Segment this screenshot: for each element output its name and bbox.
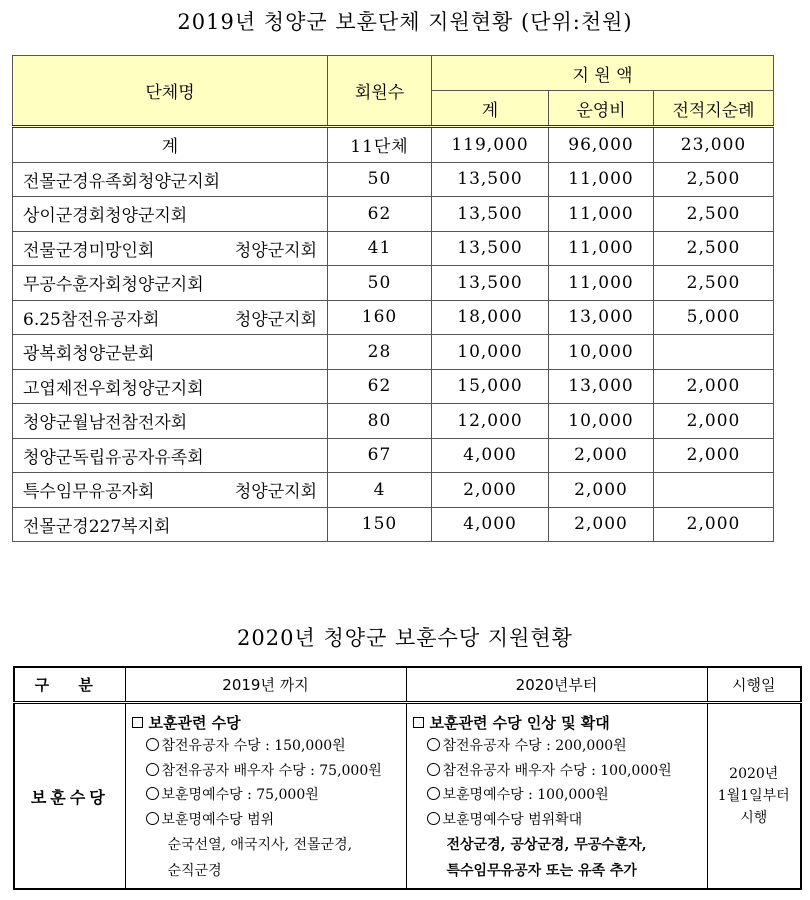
cell-members: 11단체: [328, 127, 432, 163]
cell-total: 4,000: [432, 507, 549, 542]
cell-operating: 10,000: [549, 335, 654, 370]
cell-operating: 13,000: [549, 300, 654, 335]
cell-members: 160: [328, 300, 432, 335]
table-row: [13, 162, 774, 197]
effective-date-line: 1월1일부터: [717, 788, 790, 804]
scope-detail: 전상군경, 공상군경, 무공수훈자,: [446, 837, 647, 853]
cell-name: 전몰군경227복지회: [13, 507, 328, 542]
section-heading: [413, 710, 703, 734]
cell-total: 12,000: [432, 404, 549, 439]
cell-pilgrimage: 2,500: [654, 231, 774, 266]
cell-name: 고엽제전우회청양군지회: [13, 369, 328, 404]
circle-bullet-icon: [146, 763, 159, 776]
header-members: 회원수: [328, 56, 432, 127]
circle-bullet-icon: [427, 763, 440, 776]
table-row: [13, 300, 774, 335]
circle-bullet-icon: [427, 787, 440, 800]
page-title-2019: 2019년 청양군 보훈단체 지원현황 (단위:천원): [177, 10, 633, 34]
cell-members: 41: [328, 231, 432, 266]
circle-bullet-icon: [427, 738, 440, 751]
cell-members: 28: [328, 335, 432, 370]
cell-name: 상이군경회청양군지회: [13, 197, 328, 232]
list-item-text: 보훈명예수당 범위확대: [442, 811, 583, 828]
cell-name: 청양군월남전참전자회: [13, 404, 328, 439]
cell-operating: 2,000: [549, 438, 654, 473]
cell-members: 62: [328, 197, 432, 232]
cell-total: 4,000: [432, 438, 549, 473]
table-row: [13, 438, 774, 473]
cell-total: 2,000: [432, 473, 549, 508]
table-row: [13, 473, 774, 508]
table-row: [13, 335, 774, 370]
table-row: [13, 266, 774, 301]
cell-name: 무공수훈자회청양군지회: [13, 266, 328, 301]
cell-members: 4: [328, 473, 432, 508]
list-item-text: 참전유공자 배우자 수당 : 75,000원: [161, 762, 382, 779]
cell-pilgrimage: 2,000: [654, 404, 774, 439]
effective-date-line: 2020년: [729, 766, 779, 782]
list-item-text: 보훈명예수당 : 75,000원: [161, 787, 319, 803]
cell-members: 50: [328, 266, 432, 301]
section-title: 보훈관련 수당 인상 및 확대: [429, 713, 610, 732]
cell-from-2020: [406, 703, 707, 890]
checkbox-square-icon: [132, 717, 143, 728]
list-item: [132, 783, 402, 808]
table-row: [13, 231, 774, 266]
scope-detail: 순직군경: [167, 863, 222, 879]
cell-pilgrimage: 2,500: [654, 162, 774, 197]
row-label-allowance: 보훈수당: [14, 703, 125, 890]
header-total: 계: [432, 91, 549, 127]
cell-effective-date: [707, 703, 801, 890]
list-item: [132, 734, 402, 759]
allowance-table-2020: [13, 666, 802, 890]
cell-operating: 11,000: [549, 266, 654, 301]
scope-detail: 특수임무유공자 또는 유족 추가: [446, 863, 637, 879]
cell-total: 15,000: [432, 369, 549, 404]
table-row-total: [13, 127, 774, 163]
list-item-text: 참전유공자 수당 : 200,000원: [442, 738, 627, 754]
list-item: [413, 759, 703, 784]
cell-name: 전물군경미망인회 청양군지회: [13, 231, 328, 266]
cell-operating: 2,000: [549, 507, 654, 542]
circle-bullet-icon: [146, 738, 159, 751]
list-item: [132, 808, 402, 833]
cell-pilgrimage: 2,000: [654, 507, 774, 542]
table-row: [13, 197, 774, 232]
cell-pilgrimage: 2,000: [654, 369, 774, 404]
cell-operating: 11,000: [549, 231, 654, 266]
table-row: [13, 507, 774, 542]
cell-name: 계: [13, 127, 328, 163]
list-item-text: 참전유공자 수당 : 150,000원: [161, 738, 346, 754]
page-title-2020: 2020년 청양군 보훈수당 지원현황: [237, 626, 573, 650]
scope-detail: 순국선열, 애국지사, 전몰군경,: [167, 837, 353, 853]
effective-date-line: 시행: [740, 810, 768, 826]
cell-operating: 96,000: [549, 127, 654, 163]
list-item-text: 참전유공자 배우자 수당 : 100,000원: [442, 762, 672, 779]
cell-operating: 2,000: [549, 473, 654, 508]
support-table-2019: [12, 55, 774, 542]
cell-members: 50: [328, 162, 432, 197]
checkbox-square-icon: [413, 717, 424, 728]
cell-total: 13,500: [432, 266, 549, 301]
cell-pilgrimage: 2,500: [654, 197, 774, 232]
header-category: 구 분: [14, 667, 125, 703]
cell-members: 62: [328, 369, 432, 404]
header-effective-date: 시행일: [707, 667, 801, 703]
cell-members: 80: [328, 404, 432, 439]
cell-operating: 10,000: [549, 404, 654, 439]
cell-pilgrimage: 23,000: [654, 127, 774, 163]
cell-name: 광복회청양군분회: [13, 335, 328, 370]
circle-bullet-icon: [146, 812, 159, 825]
cell-total: 18,000: [432, 300, 549, 335]
list-item: [413, 808, 703, 833]
cell-operating: 13,000: [549, 369, 654, 404]
table-row: [13, 369, 774, 404]
cell-total: 13,500: [432, 231, 549, 266]
cell-pilgrimage: [654, 473, 774, 508]
cell-total: 13,500: [432, 197, 549, 232]
cell-name: 특수임무유공자회 청양군지회: [13, 473, 328, 508]
cell-total: 10,000: [432, 335, 549, 370]
cell-total: 13,500: [432, 162, 549, 197]
cell-operating: 11,000: [549, 162, 654, 197]
header-support-amount: 지 원 액: [432, 56, 774, 91]
cell-name: 6.25참전유공자회 청양군지회: [13, 300, 328, 335]
cell-name: 전몰군경유족회청양군지회: [13, 162, 328, 197]
cell-total: 119,000: [432, 127, 549, 163]
list-item-text: 보훈명예수당 범위: [161, 811, 275, 828]
cell-pilgrimage: 5,000: [654, 300, 774, 335]
list-item: [413, 783, 703, 808]
cell-pilgrimage: 2,000: [654, 438, 774, 473]
circle-bullet-icon: [146, 787, 159, 800]
header-org-name: 단체명: [13, 56, 328, 127]
list-item: [413, 734, 703, 759]
list-item: [132, 759, 402, 784]
section-heading: [132, 710, 402, 734]
cell-until-2019: [125, 703, 406, 890]
cell-operating: 11,000: [549, 197, 654, 232]
section-title: 보훈관련 수당: [148, 713, 241, 732]
header-pilgrimage: 전적지순례: [654, 91, 774, 127]
circle-bullet-icon: [427, 812, 440, 825]
cell-name: 청양군독립유공자유족회: [13, 438, 328, 473]
header-until-2019: 2019년 까지: [125, 667, 406, 703]
header-operating: 운영비: [549, 91, 654, 127]
list-item-text: 보훈명예수당 : 100,000원: [442, 787, 609, 803]
table-row: [13, 404, 774, 439]
header-from-2020: 2020년부터: [406, 667, 707, 703]
cell-members: 150: [328, 507, 432, 542]
cell-members: 67: [328, 438, 432, 473]
cell-pilgrimage: [654, 335, 774, 370]
cell-pilgrimage: 2,500: [654, 266, 774, 301]
